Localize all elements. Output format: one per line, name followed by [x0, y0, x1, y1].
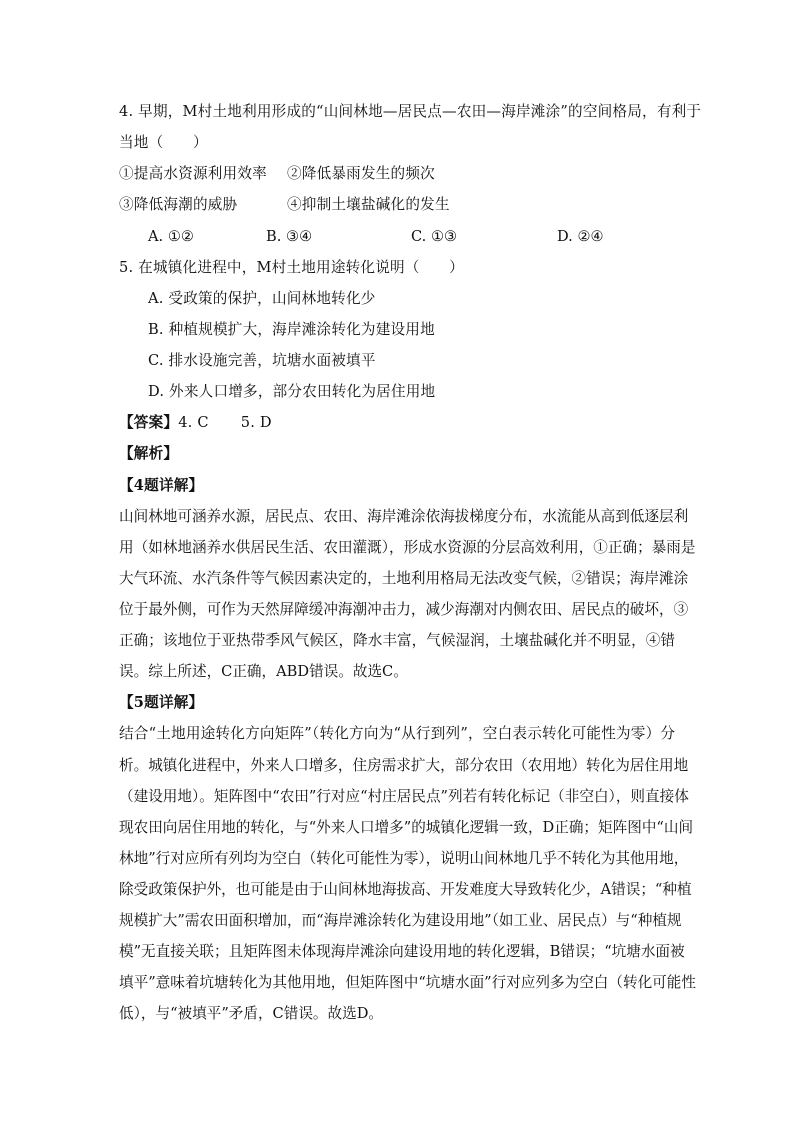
q5-option-d: D. 外来人口增多，部分农田转化为居住用地 — [148, 383, 436, 400]
answer-line — [119, 413, 272, 433]
q4-option-b-text: ③④ — [286, 228, 313, 245]
q4-statement-2: ②降低暴雨发生的频次 — [287, 165, 435, 182]
detail5-line: 规模扩大”需农田面积增加，而“海岸滩涂转化为建设用地”（如工业、居民点）与“种植规 — [119, 912, 682, 929]
answer-q4: 4. C — [178, 414, 209, 431]
q4-option-b — [266, 227, 312, 247]
detail5-line: 模”无直接关联；且矩阵图未体现海岸滩涂向建设用地的转化逻辑，B错误；“坑塘水面被 — [119, 943, 685, 960]
detail4-line: 正确；该地位于亚热带季风气候区，降水丰富，气候湿润，土壤盐碱化并不明显，④错 — [119, 632, 675, 649]
q4-statement-4: ④抑制土壤盐碱化的发生 — [287, 196, 450, 213]
q4-option-a-letter: A. — [148, 228, 164, 245]
q4-option-c — [411, 227, 457, 247]
detail5-line: 林地”行对应所有列均为空白（转化可能性为零），说明山间林地几乎不转化为其他用地， — [119, 850, 689, 867]
q4-option-a-text: ①② — [167, 228, 194, 245]
detail5-line: 低），与“被填平”矛盾，C错误。故选D。 — [119, 1005, 383, 1022]
q4-option-c-letter: C. — [411, 228, 427, 245]
q4-option-b-letter: B. — [266, 228, 282, 245]
q4-statement-3: ③降低海潮的威胁 — [119, 196, 238, 213]
detail5-line: 结合“土地用途转化方向矩阵”（转化方向为“从行到列”，空白表示转化可能性为零）分 — [119, 725, 675, 742]
q4-option-a — [148, 227, 194, 247]
q5-stem: 5. 在城镇化进程中，M村土地用途转化说明（ ） — [119, 259, 464, 276]
analysis-heading: 【解析】 — [119, 445, 179, 462]
detail5-line: 除受政策保护外，也可能是由于山间林地海拔高、开发难度大导致转化少，A错误；“种植 — [119, 881, 692, 898]
q4-option-d — [557, 227, 604, 247]
q4-statement-1: ①提高水资源利用效率 — [119, 165, 267, 182]
q4-option-c-text: ①③ — [430, 228, 458, 245]
q4-option-d-letter: D. — [557, 228, 573, 245]
detail4-line: 用（如林地涵养水供居民生活、农田灌溉），形成水资源的分层高效利用，①正确；暴雨是 — [119, 539, 696, 556]
answer-q5: 5. D — [240, 414, 272, 431]
q4-stem-line2: 当地（ ） — [119, 134, 208, 151]
detail4-line: 山间林地可涵养水源，居民点、农田、海岸滩涂依海拔梯度分布，水流能从高到低逐层利 — [119, 508, 689, 525]
detail4-line: 位于最外侧，可作为天然屏障缓冲海潮冲击力，减少海潮对内侧农田、居民点的破坏，③ — [119, 601, 689, 618]
q5-option-b: B. 种植规模扩大，海岸滩涂转化为建设用地 — [148, 321, 435, 338]
q5-option-c: C. 排水设施完善，坑塘水面被填平 — [148, 352, 376, 369]
detail5-line: 析。城镇化进程中，外来人口增多，住房需求扩大，部分农田（农用地）转化为居住用地 — [119, 757, 689, 774]
detail5-heading: 【5题详解】 — [119, 694, 204, 711]
detail4-line: 误。综上所述，C正确，ABD错误。故选C。 — [119, 663, 408, 680]
q5-option-a: A. 受政策的保护，山间林地转化少 — [148, 290, 376, 307]
detail5-line: 填平”意味着坑塘转化为其他用地，但矩阵图中“坑塘水面”行对应列多为空白（转化可能性 — [119, 974, 696, 991]
answer-label: 【答案】 — [119, 414, 179, 431]
q4-stem-line1: 4. 早期，M村土地利用形成的“山间林地—居民点—农田—海岸滩涂”的空间格局，有利于 — [119, 103, 702, 120]
detail4-line: 大气环流、水汽条件等气候因素决定的，土地利用格局无法改变气候，②错误；海岸滩涂 — [119, 570, 689, 587]
detail5-line: （建设用地）。矩阵图中“农田”行对应“村庄居民点”列若有转化标记（非空白），则直接体 — [119, 788, 689, 805]
q4-option-d-text: ②④ — [577, 228, 604, 245]
detail4-heading: 【4题详解】 — [119, 477, 204, 494]
detail5-line: 现农田向居住用地的转化，与“外来人口增多”的城镇化逻辑一致，D正确；矩阵图中“山间 — [119, 819, 694, 836]
